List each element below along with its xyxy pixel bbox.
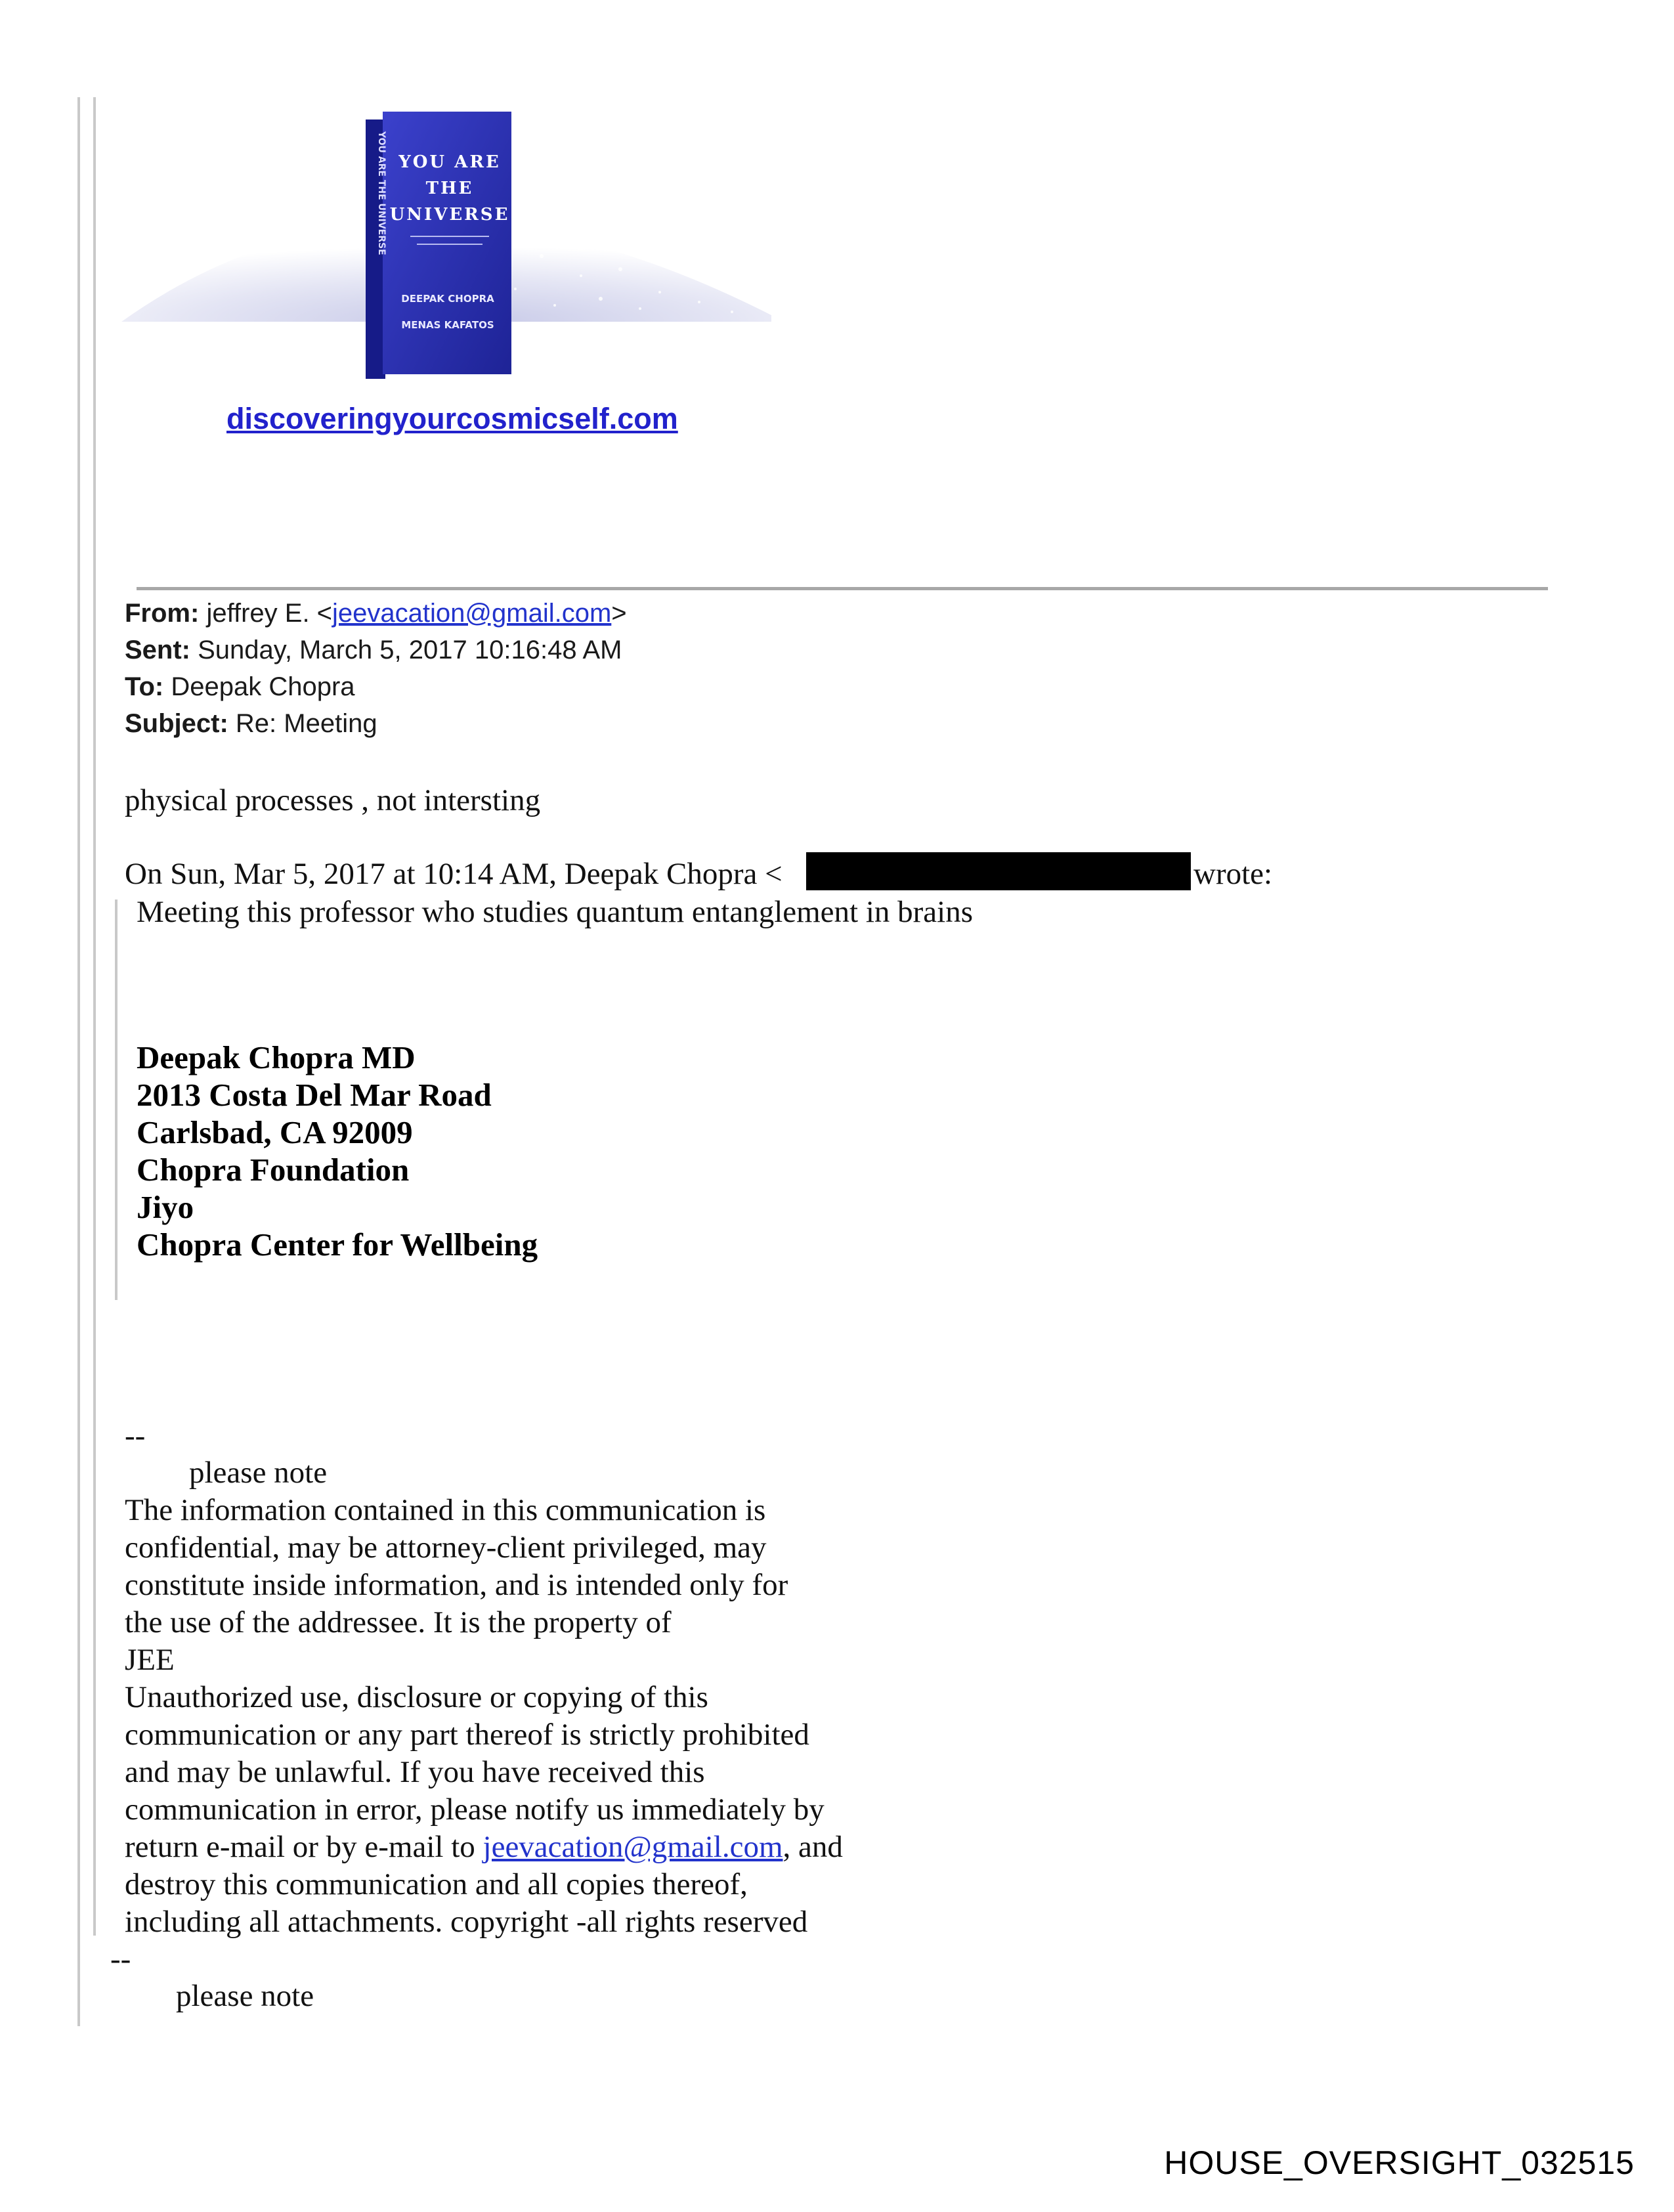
book-title-line1: YOU ARE — [398, 152, 501, 172]
document-id: HOUSE_OVERSIGHT_032515 — [1164, 2144, 1635, 2181]
redaction-box — [806, 852, 1191, 890]
subject-label: Subject: — [125, 709, 228, 738]
signature-line: Carlsbad, CA 92009 — [137, 1114, 413, 1150]
disclaimer-return-line — [125, 1829, 843, 1865]
disclaimer-line: Unauthorized use, disclosure or copying of this — [125, 1680, 708, 1714]
signature-line: 2013 Costa Del Mar Road — [137, 1077, 492, 1113]
disclaimer-line: including all attachments. copyright -all rights reserved — [125, 1905, 808, 1939]
disclaimer-line: communication or any part thereof is strictly prohibited — [125, 1718, 809, 1752]
disclaimer-line: the use of the addressee. It is the property of — [125, 1605, 672, 1639]
return-prefix: return e-mail or by e-mail to — [125, 1830, 483, 1864]
to-label: To: — [125, 672, 164, 701]
quote-margin-line-inner — [93, 97, 96, 1936]
return-suffix: , and — [783, 1830, 843, 1864]
from-row — [125, 599, 627, 628]
signature-line: Jiyo — [137, 1189, 194, 1225]
quote-intro-end: wrote: — [1193, 857, 1273, 891]
disclaimer-separator-2: -- — [110, 1942, 131, 1976]
quote-intro-start: On Sun, Mar 5, 2017 at 10:14 AM, Deepak Chopra < — [125, 857, 783, 891]
disclaimer-line: confidential, may be attorney-client privileged, may — [125, 1530, 767, 1565]
book-title-line2: THE — [425, 179, 474, 198]
disclaimer-please-note: please note — [189, 1456, 328, 1490]
to-row — [125, 672, 355, 702]
signature-line: Chopra Center for Wellbeing — [137, 1226, 538, 1263]
subject-row — [125, 709, 377, 739]
book-author-line2: MENAS KAFATOS — [401, 319, 494, 331]
disclaimer-line: JEE — [125, 1643, 175, 1677]
book-title-line3: UNIVERSE — [389, 205, 510, 225]
sent-value: Sunday, March 5, 2017 10:16:48 AM — [198, 636, 622, 664]
book-spine-text: YOU ARE THE UNIVERSE — [376, 131, 387, 255]
to-value: Deepak Chopra — [171, 672, 355, 701]
disclaimer-line: and may be unlawful. If you have received this — [125, 1755, 705, 1789]
book-cover — [383, 112, 511, 374]
from-name: jeffrey E. < — [206, 599, 333, 628]
disclaimer-line: destroy this communication and all copies thereof, — [125, 1867, 748, 1901]
sent-row — [125, 636, 622, 665]
header-divider — [137, 587, 1548, 590]
disclaimer-line: communication in error, please notify us immediately by — [125, 1792, 825, 1827]
book-banner-graphic — [121, 105, 771, 381]
from-label: From: — [125, 599, 200, 628]
disclaimer-please-note-2: please note — [176, 1979, 314, 2013]
book-banner — [121, 105, 771, 381]
from-email-link[interactable]: jeevacation@gmail.com — [332, 599, 612, 628]
signature-line: Deepak Chopra MD — [137, 1039, 416, 1075]
disclaimer-separator: -- — [125, 1419, 146, 1453]
quote-margin-line — [77, 97, 80, 2026]
quoted-message: Meeting this professor who studies quantum entanglement in brains — [137, 895, 974, 929]
signature-line: Chopra Foundation — [137, 1152, 410, 1188]
from-close: > — [611, 599, 627, 628]
book-website-link[interactable]: discoveringyourcosmicself.com — [226, 402, 678, 435]
sent-label: Sent: — [125, 636, 190, 664]
disclaimer-line: constitute inside information, and is intended only for — [125, 1568, 788, 1602]
subject-value: Re: Meeting — [235, 709, 377, 738]
reply-text: physical processes , not intersting — [125, 783, 541, 817]
return-email-link[interactable]: jeevacation@gmail.com — [483, 1830, 783, 1864]
book-author-line1: DEEPAK CHOPRA — [401, 293, 494, 305]
disclaimer-line: The information contained in this communication is — [125, 1493, 766, 1527]
quoted-message-line — [115, 900, 118, 1300]
